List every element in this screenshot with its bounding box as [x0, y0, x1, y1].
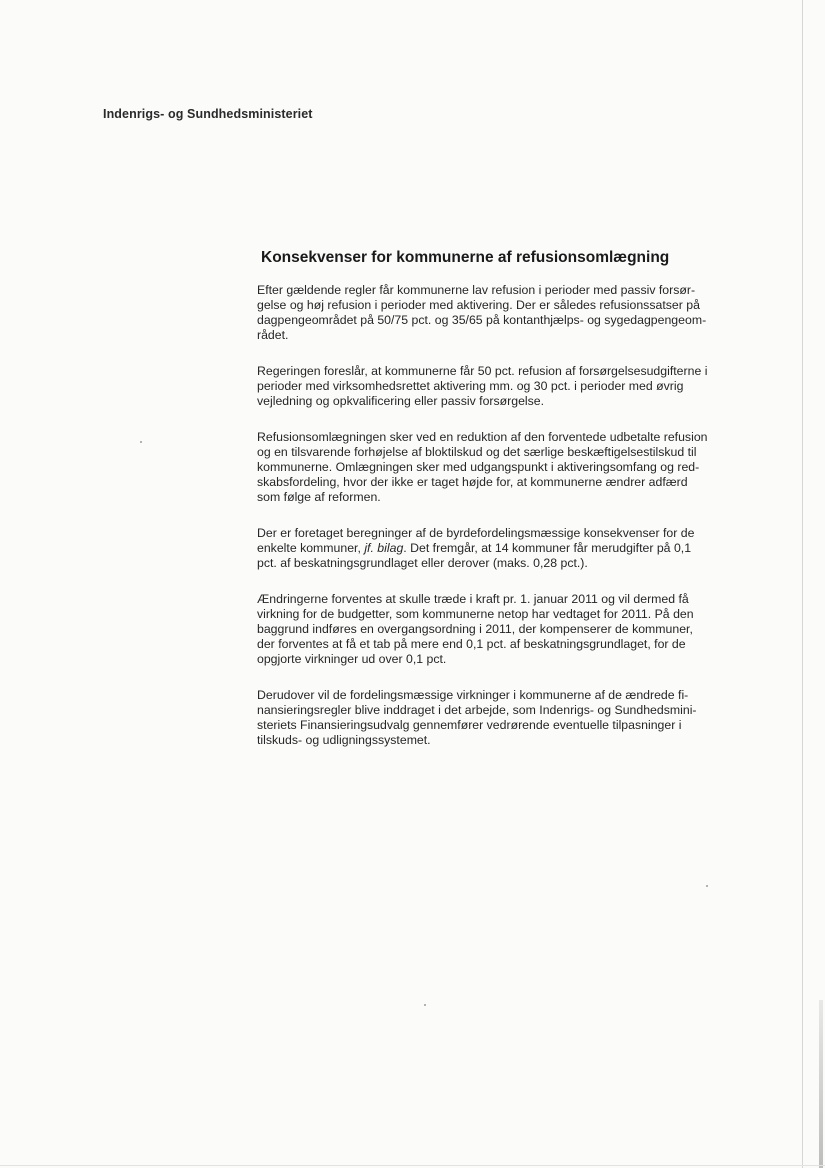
- text-line: skabsfordeling, hvor der ikke er taget højde for, at kommunerne ændrer adfærd: [257, 475, 688, 489]
- paragraph-financing-committee: [257, 688, 727, 748]
- annex-reference: jf. bilag: [364, 541, 404, 555]
- text-segment: . Det fremgår, at 14 kommuner får merudgifter på 0,1: [403, 541, 692, 555]
- text-line: steriets Finansieringsudvalg gennemfører vedrørende eventuelle tilpasninger i: [257, 718, 682, 732]
- text-line: gelse og høj refusion i perioder med aktivering. Der er således refusionssatser på: [257, 298, 700, 312]
- text-line: pct. af beskatningsgrundlaget eller derover (maks. 0,28 pct.).: [257, 556, 588, 570]
- text-line: Derudover vil de fordelingsmæssige virkninger i kommunerne af de ændrede fi-: [257, 688, 689, 702]
- text-line: baggrund indføres en overgangsordning i 2011, der kompenserer de kommuner,: [257, 622, 693, 636]
- scan-edge-bottom: [0, 1165, 825, 1166]
- text-line: kommunerne. Omlægningen sker med udgangspunkt i aktiveringsomfang og red-: [257, 460, 700, 474]
- text-line: Der er foretaget beregninger af de byrdefordelingsmæssige konsekvenser for de: [257, 526, 695, 540]
- document-body: [257, 249, 727, 769]
- text-segment: enkelte kommuner,: [257, 541, 361, 555]
- paragraph-current-rules: [257, 283, 727, 343]
- text-line: som følge af reformen.: [257, 490, 381, 504]
- text-line: Refusionsomlægningen sker ved en reduktion af den forventede udbetalte refusion: [257, 430, 708, 444]
- text-line: der forventes at få et tab på mere end 0,1 pct. af beskatningsgrundlaget, for de: [257, 637, 686, 651]
- scan-speck: [706, 885, 708, 887]
- scan-speck: [140, 441, 142, 443]
- document-title: Konsekvenser for kommunerne af refusionsomlægning: [261, 249, 670, 266]
- text-line: [257, 541, 727, 556]
- text-line: opgjorte virkninger ud over 0,1 pct.: [257, 652, 447, 666]
- paragraph-calculations: [257, 526, 727, 571]
- paragraph-refund-restructuring: [257, 430, 727, 505]
- text-line: virkning for de budgetter, som kommunerne netop har vedtaget for 2011. På den: [257, 607, 694, 621]
- paragraph-government-proposal: [257, 364, 727, 409]
- scan-speck: [424, 1004, 426, 1006]
- text-line: Ændringerne forventes at skulle træde i kraft pr. 1. januar 2011 og vil dermed få: [257, 592, 689, 606]
- text-line: Regeringen foreslår, at kommunerne får 50 pct. refusion af forsørgelsesudgifterne i: [257, 364, 708, 378]
- scan-edge: [802, 0, 803, 1168]
- text-line: og en tilsvarende forhøjelse af bloktilskud og det særlige beskæftigelsestilskud til: [257, 445, 697, 459]
- text-line: Efter gældende regler får kommunerne lav refusion i perioder med passiv forsør-: [257, 283, 696, 297]
- text-line: dagpengeområdet på 50/75 pct. og 35/65 på kontanthjælps- og sygedagpengeom-: [257, 313, 707, 327]
- paragraph-transition: [257, 592, 727, 667]
- text-line: tilskuds- og udligningssystemet.: [257, 733, 431, 747]
- text-line: vejledning og opkvalificering eller passiv forsørgelse.: [257, 394, 545, 408]
- text-line: perioder med virksomhedsrettet aktivering mm. og 30 pct. i perioder med øvrig: [257, 379, 684, 393]
- text-line: nansieringsregler blive inddraget i det arbejde, som Indenrigs- og Sundhedsmini-: [257, 703, 697, 717]
- text-line: rådet.: [257, 328, 289, 342]
- ministry-header: Indenrigs- og Sundhedsministeriet: [103, 107, 313, 121]
- scan-edge-shadow: [819, 1000, 823, 1168]
